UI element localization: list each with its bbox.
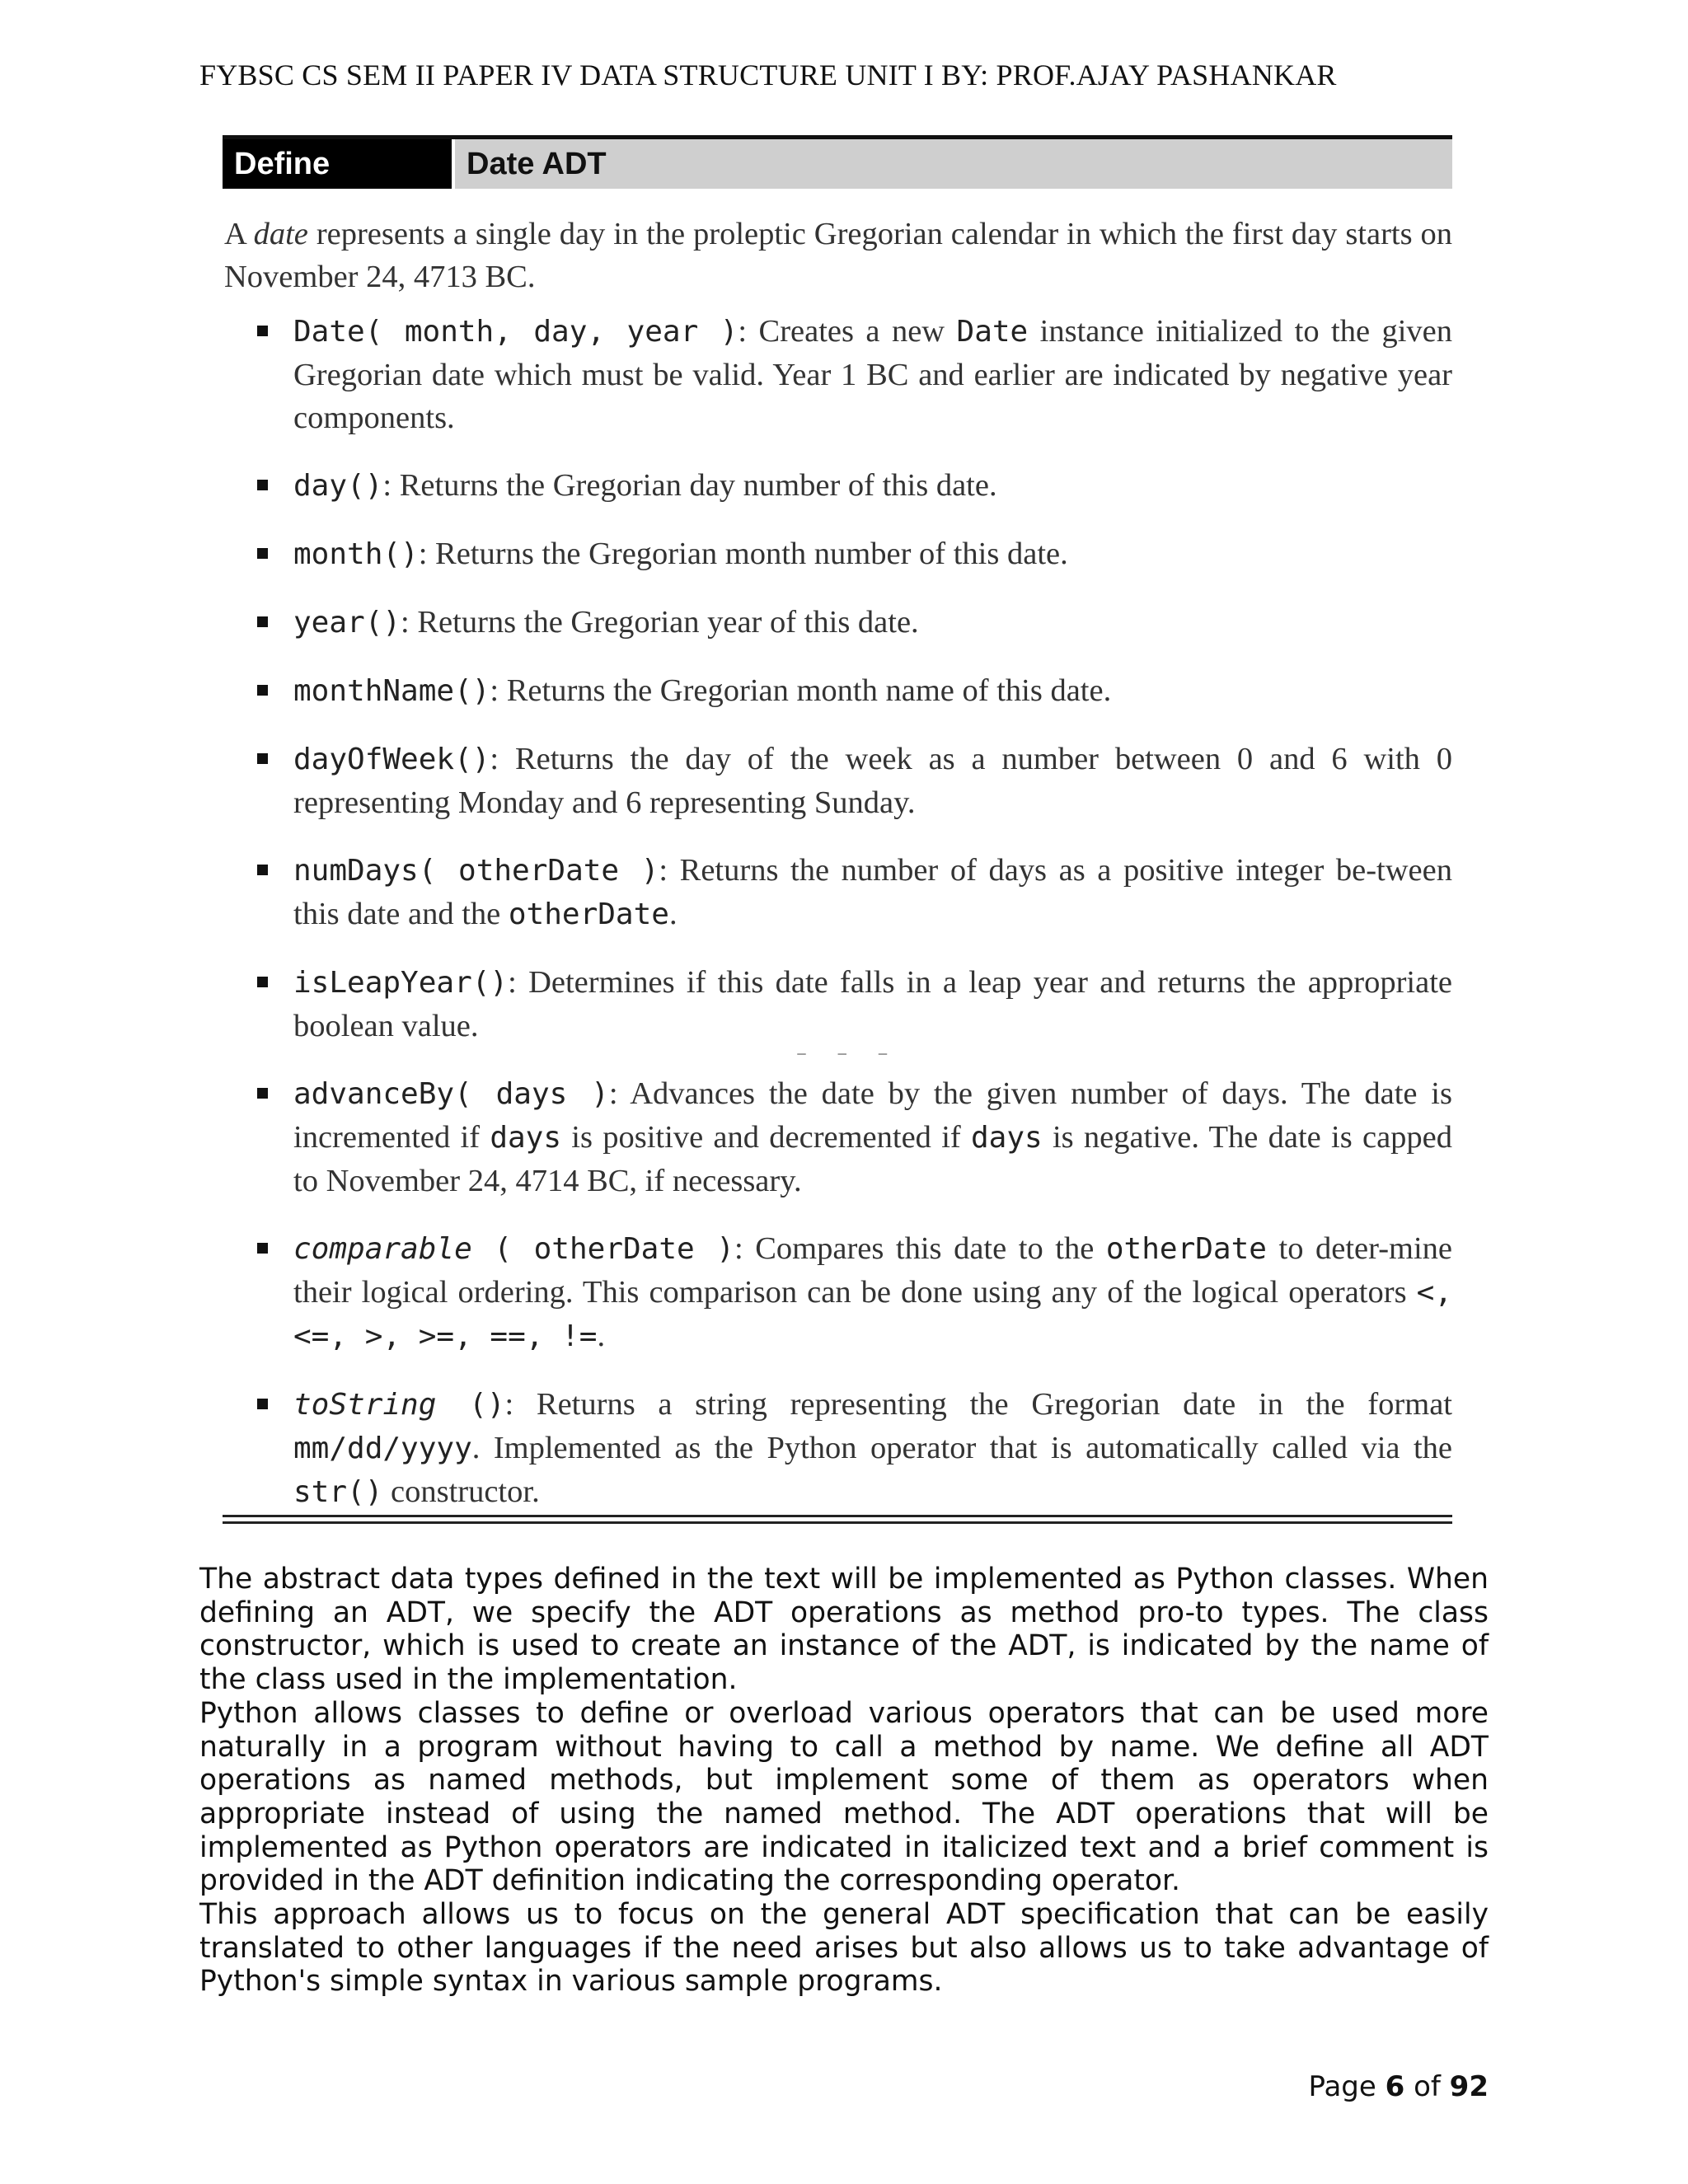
operation-text: . xyxy=(668,897,678,931)
bullet-marker xyxy=(257,977,268,987)
definition-title: Date ADT xyxy=(455,139,1452,189)
bullet-marker xyxy=(257,548,268,559)
operation-item xyxy=(256,961,1452,1047)
operation-code: days xyxy=(971,1121,1043,1155)
operation-code: day() xyxy=(293,469,383,503)
definition-rule-bottom xyxy=(223,1521,1452,1524)
intro-article: A xyxy=(224,217,246,251)
operations-list xyxy=(256,310,1452,1514)
body-text xyxy=(199,1563,1489,1999)
operation-code: isLeapYear() xyxy=(293,966,509,1000)
operation-code: Date( month, day, year ) xyxy=(293,315,738,349)
operation-text: to deter-mine their logical ordering. This comparison can be done using any of the logical operators xyxy=(293,1231,1452,1310)
operation-text: . xyxy=(597,1319,606,1353)
operation-item xyxy=(256,464,1452,508)
operation-item xyxy=(256,310,1452,439)
bullet-marker xyxy=(257,753,268,764)
operation-code: str() xyxy=(293,1475,383,1509)
operation-text: : Returns the number of days as a positive integer be-tween this date and the xyxy=(293,853,1452,931)
footer-of: of xyxy=(1404,2070,1450,2103)
bullet-marker xyxy=(257,1399,268,1409)
operation-text: : Returns a string representing the Gregorian date in the format xyxy=(504,1387,1452,1422)
page-header: FYBSC CS SEM II PAPER IV DATA STRUCTURE UNIT I BY: PROF.AJAY PASHANKAR xyxy=(199,59,1337,91)
bullet-marker xyxy=(257,685,268,696)
operation-code: mm/dd/yyyy xyxy=(293,1432,472,1465)
operation-text: . Implemented as the Python operator that is automatically called via the xyxy=(471,1431,1452,1465)
operation-text: : Returns the Gregorian month number of this date. xyxy=(418,537,1068,571)
operation-text: : Determines if this date falls in a leap year and returns the appropriate boolean value. xyxy=(293,965,1452,1043)
bullet-marker xyxy=(257,326,268,336)
page-footer xyxy=(1308,2070,1489,2103)
operation-text: constructor. xyxy=(382,1474,540,1509)
operation-item xyxy=(256,1383,1452,1514)
operation-text: : Compares this date to the xyxy=(734,1231,1106,1266)
operation-code: ( otherDate ) xyxy=(471,1232,734,1266)
operation-code: <, <=, >, >=, ==, != xyxy=(293,1276,1452,1353)
intro-date-term: date xyxy=(253,217,308,251)
footer-prefix: Page xyxy=(1308,2070,1386,2103)
define-label: Define xyxy=(223,139,452,189)
intro-paragraph xyxy=(224,213,1452,298)
operation-item xyxy=(256,1072,1452,1202)
scan-dash-marks: – – – xyxy=(796,1041,900,1066)
operation-code: Date xyxy=(956,315,1029,349)
body-paragraph-1: The abstract data types defined in the text will be implemented as Python classes. When defining an ADT, we specify the ADT operations as method pro-to types. The class constructor, which is used to create an instance of the ADT, is indicated by the name of the class used in the implementation. xyxy=(199,1563,1489,1697)
operation-code: year() xyxy=(293,606,401,640)
operation-item xyxy=(256,849,1452,936)
footer-page-total: 92 xyxy=(1449,2070,1489,2103)
operation-text: : Returns the Gregorian year of this date. xyxy=(401,605,919,640)
operation-item xyxy=(256,738,1452,824)
operation-item xyxy=(256,532,1452,576)
operation-code: toString xyxy=(293,1388,437,1422)
operation-code: days xyxy=(490,1121,562,1155)
operation-text: : Returns the Gregorian day number of this date. xyxy=(382,468,997,503)
operation-text: : Returns the day of the week as a number between 0 and 6 with 0 representing Monday and 6 representing Sunday. xyxy=(293,742,1452,820)
footer-page-number: 6 xyxy=(1385,2070,1405,2103)
operation-text: : Advances the date by the given number of days. The date is incremented if xyxy=(293,1076,1452,1155)
body-paragraph-2: Python allows classes to define or overload various operators that can be used more naturally in a program without having to call a method by name. We define all ADT operations as named methods, but implement some of them as operators when appropriate instead of using the named method. The ADT operations that will be implemented as Python operators are indicated in italicized text and a brief comment is provided in the ADT definition indicating the corresponding operator. xyxy=(199,1696,1489,1898)
operation-text: : Creates a new xyxy=(738,314,957,349)
definition-bar xyxy=(223,135,1452,189)
bullet-marker xyxy=(257,1243,268,1254)
operation-code: comparable xyxy=(293,1232,472,1266)
bullet-marker xyxy=(257,1088,268,1099)
operation-code: monthName() xyxy=(293,674,490,708)
operation-text: is negative. The date is capped to November 24, 4714 BC, if necessary. xyxy=(293,1120,1452,1198)
operation-text: instance initialized to the given Gregorian date which must be valid. Year 1 BC and earlier are indicated by negative year components. xyxy=(293,314,1453,435)
operation-item xyxy=(256,601,1452,644)
body-paragraph-3: This approach allows us to focus on the general ADT specification that can be easily translated to other languages if the need arises but also allows us to take advantage of Python's simple syntax in various sample programs. xyxy=(199,1898,1489,1999)
operation-code: month() xyxy=(293,537,419,571)
operation-item xyxy=(256,1227,1452,1358)
operation-code: otherDate xyxy=(1105,1232,1267,1266)
operation-code: dayOfWeek() xyxy=(293,743,490,776)
bullet-marker xyxy=(257,480,268,490)
bullet-marker xyxy=(257,616,268,627)
operation-code: numDays( otherDate ) xyxy=(293,854,659,888)
operation-code: otherDate xyxy=(508,898,669,931)
operation-text: : Returns the Gregorian month name of this date. xyxy=(490,673,1112,708)
operation-code: advanceBy( days ) xyxy=(293,1077,609,1111)
bullet-marker xyxy=(257,865,268,875)
operation-text: is positive and decremented if xyxy=(561,1120,971,1155)
operation-code: () xyxy=(436,1388,505,1422)
intro-rest: represents a single day in the proleptic Gregorian calendar in which the first day starts on November 24, 4713 BC. xyxy=(224,217,1453,294)
definition-rule-top xyxy=(223,1515,1452,1517)
operation-item xyxy=(256,669,1452,713)
